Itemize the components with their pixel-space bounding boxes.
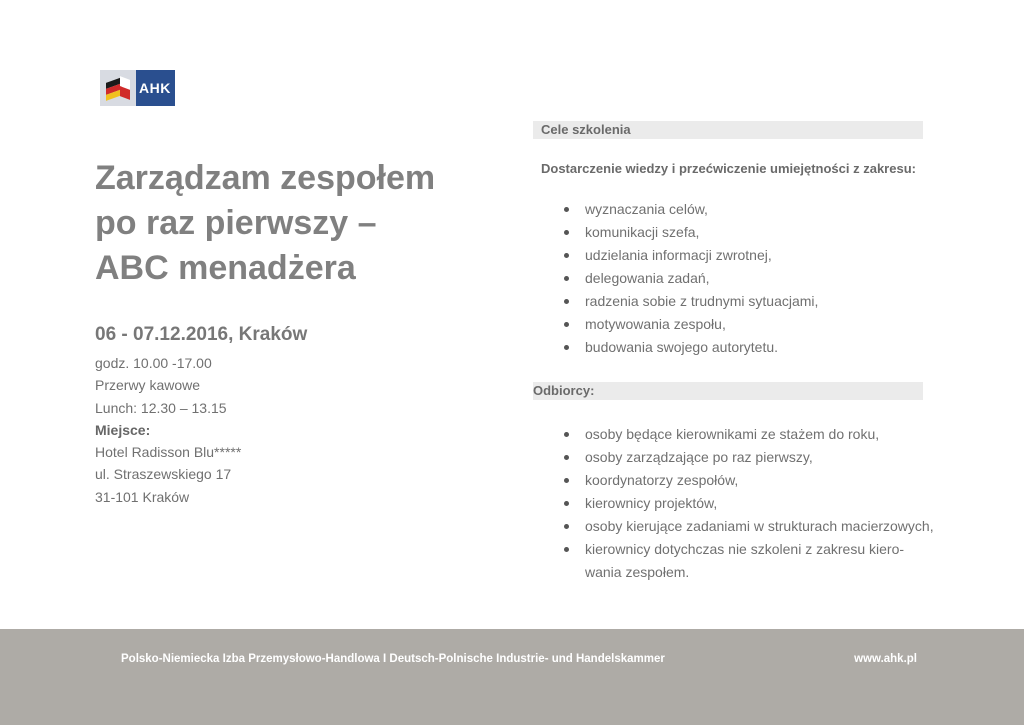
goals-list	[560, 198, 818, 359]
list-item: komunikacji szefa,	[560, 221, 818, 244]
event-hours: godz. 10.00 -17.00	[95, 355, 212, 371]
event-date: 06 - 07.12.2016, Kraków	[95, 324, 308, 345]
list-item: osoby będące kierownikami ze stażem do roku,	[560, 423, 934, 446]
title-line-2: po raz pierwszy –	[95, 204, 377, 242]
event-street: ul. Straszewskiego 17	[95, 466, 232, 483]
audience-list	[560, 423, 934, 584]
goals-heading: Cele szkolenia	[533, 121, 923, 139]
logo-text: AHK	[139, 80, 171, 96]
event-coffee: Przerwy kawowe	[95, 377, 201, 394]
list-item-continuation: wania zespołem.	[585, 564, 690, 580]
list-item: radzenia sobie z trudnymi sytuacjami,	[560, 290, 818, 313]
place-label: Miejsce:	[95, 421, 151, 438]
footer-org-name: Polsko-Niemiecka Izba Przemysłowo-Handlowa I Deutsch-Polnische Industrie- und Handelskammer	[121, 653, 665, 665]
list-item: kierownicy projektów,	[560, 492, 934, 515]
list-item: osoby kierujące zadaniami w strukturach macierzowych,	[560, 515, 934, 538]
list-item: wyznaczania celów,	[560, 198, 818, 221]
event-details	[95, 352, 241, 508]
title-line-1: Zarządzam zespołem	[95, 159, 436, 197]
ahk-flag-icon	[100, 70, 136, 106]
event-city: 31-101 Kraków	[95, 488, 190, 505]
list-item: koordynatorzy zespołów,	[560, 469, 934, 492]
title-line-3: ABC menadżera	[95, 249, 356, 287]
list-item: motywowania zespołu,	[560, 313, 818, 336]
list-item: budowania swojego autorytetu.	[560, 336, 818, 359]
list-item: kierownicy dotychczas nie szkoleni z zakresu kiero-	[560, 538, 934, 561]
list-item: udzielania informacji zwrotnej,	[560, 244, 818, 267]
ahk-logo	[100, 70, 175, 106]
goals-intro: Dostarczenie wiedzy i przećwiczenie umiejętności z zakresu:	[541, 161, 916, 176]
page-title	[95, 156, 495, 291]
list-item: osoby zarządzające po raz pierwszy,	[560, 446, 934, 469]
audience-heading: Odbiorcy:	[533, 382, 923, 400]
footer-website-link[interactable]: www.ahk.pl	[854, 653, 917, 665]
event-hotel: Hotel Radisson Blu*****	[95, 444, 242, 461]
event-lunch: Lunch: 12.30 – 13.15	[95, 399, 227, 416]
footer-bar	[0, 629, 1024, 725]
list-item: delegowania zadań,	[560, 267, 818, 290]
